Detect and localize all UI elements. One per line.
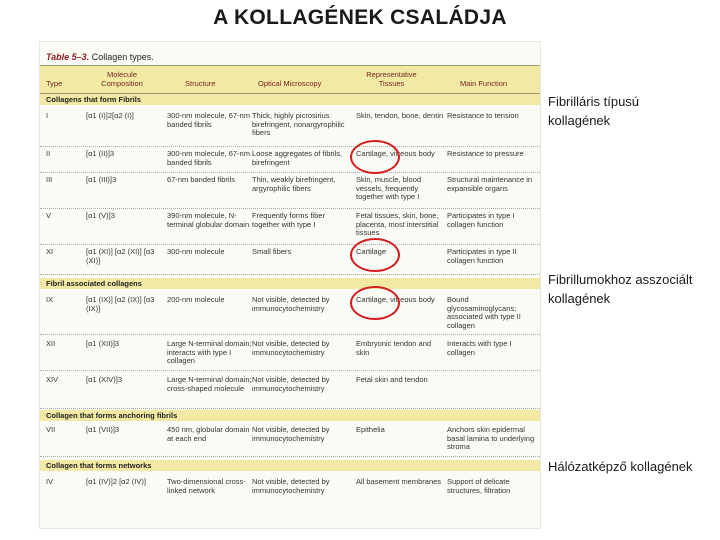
cell-molecule: [α1 (IX)] [α2 (IX)] [α3 (IX)]	[86, 295, 155, 313]
cell-molecule: [α1 (XII)]3	[86, 339, 120, 348]
cell-tissues: Cartilage, vitreous body	[356, 149, 435, 158]
cell-molecule: [α1 (II)]3	[86, 149, 115, 158]
cell-optical: Not visible, detected by immunocytochemistry	[252, 339, 330, 357]
table-row	[40, 172, 540, 209]
col-header-molecule: Molecule Composition	[101, 70, 143, 88]
table-row	[40, 244, 540, 275]
table-caption-label: Table 5–3.	[46, 52, 90, 62]
col-header-tissues: Representative Tissues	[366, 70, 417, 88]
cell-tissues: Skin, tendon, bone, dentin	[356, 111, 444, 120]
cell-function: Bound glycosaminoglycans; associated with type II collagen	[447, 295, 521, 330]
col-header-structure: Structure	[185, 79, 216, 88]
table-row	[40, 422, 540, 457]
table-row	[40, 334, 540, 371]
cell-function: Resistance to pressure	[447, 149, 524, 158]
cell-structure: 450 nm, globular domain at each end	[167, 425, 250, 443]
cell-optical: Not visible, detected by immunocytochemistry	[252, 425, 330, 443]
cell-function: Support of delicate structures, filtration	[447, 477, 511, 495]
cell-function: Participates in type I collagen function	[447, 211, 515, 229]
col-header-function: Main Function	[460, 79, 508, 88]
table-row	[40, 472, 540, 512]
cell-optical: Not visible, detected by immunocytochemistry	[252, 295, 330, 313]
highlight-circle	[350, 238, 400, 272]
cell-type: V	[46, 211, 52, 220]
cell-structure: Large N-terminal domain; cross-shaped molecule	[167, 375, 252, 393]
table-row	[40, 290, 540, 335]
highlight-circle	[350, 140, 400, 174]
cell-optical: Loose aggregates of fibrils, birefringent	[252, 149, 343, 167]
cell-function: Resistance to tension	[447, 111, 519, 120]
section-fibril-forming: Collagens that form Fibrils	[40, 94, 540, 105]
cell-structure: 390-nm molecule, N-terminal globular domain	[167, 211, 250, 229]
cell-optical: Not visible, detected by immunocytochemistry	[252, 477, 330, 495]
cell-type: I	[46, 111, 49, 120]
cell-structure: 67-nm banded fibrils	[167, 175, 235, 184]
cell-tissues: Skin, muscle, blood vessels, frequently together with type I	[356, 175, 422, 202]
cell-function: Interacts with type I collagen	[447, 339, 512, 357]
cell-structure: 300-nm molecule, 67-nm banded fibrils	[167, 111, 250, 129]
collagen-table-scan	[40, 42, 540, 528]
cell-structure: Two-dimensional cross-linked network	[167, 477, 246, 495]
cell-structure: 200-nm molecule	[167, 295, 225, 304]
cell-function: Anchors skin epidermal basal lamina to underlying stroma	[447, 425, 535, 452]
col-header-type: Type	[46, 79, 63, 88]
cell-type: XIV	[46, 375, 59, 384]
cell-type: XI	[46, 247, 54, 256]
cell-optical: Not visible, detected by immunocytochemistry	[252, 375, 330, 393]
cell-tissues: Fetal skin and tendon	[356, 375, 428, 384]
page-title: A KOLLAGÉNEK CSALÁDJA	[213, 6, 507, 29]
cell-molecule: [α1 (VII)]3	[86, 425, 120, 434]
cell-molecule: [α1 (IV)]2 [α2 (IV)]	[86, 477, 146, 486]
cell-type: IX	[46, 295, 54, 304]
table-row	[40, 370, 540, 409]
section-fibril-associated: Fibril associated collagens	[40, 278, 540, 289]
cell-type: II	[46, 149, 51, 158]
cell-type: III	[46, 175, 53, 184]
cell-tissues: Epithelia	[356, 425, 385, 434]
cell-optical: Thin, weakly birefringent, argyrophilic fibers	[252, 175, 336, 193]
cell-optical: Frequently forms fiber together with type I	[252, 211, 325, 229]
cell-optical: Small fibers	[252, 247, 292, 256]
cell-molecule: [α1 (XIV)]3	[86, 375, 123, 384]
highlight-circle	[350, 286, 400, 320]
table-row	[40, 146, 540, 173]
cell-molecule: [α1 (I)]2[α2 (I)]	[86, 111, 134, 120]
cell-tissues: Fetal tissues, skin, bone, placenta, most interstitial tissues	[356, 211, 439, 238]
cell-structure: Large N-terminal domain; interacts with type I collagen	[167, 339, 252, 366]
cell-type: VII	[46, 425, 56, 434]
col-header-optical: Optical Microscopy	[258, 79, 322, 88]
cell-type: XII	[46, 339, 56, 348]
section-anchoring-fibrils: Collagen that forms anchoring fibrils	[40, 410, 540, 421]
cell-type: IV	[46, 477, 54, 486]
annotation-network-forming: Hálózatképző kollagének	[548, 459, 693, 474]
cell-tissues: All basement membranes	[356, 477, 442, 486]
cell-structure: 300-nm molecule, 67-nm banded fibrils	[167, 149, 250, 167]
cell-molecule: [α1 (III)]3	[86, 175, 117, 184]
annotation-fibril-associated: Fibrillumokhoz asszociált kollagének	[548, 272, 693, 306]
annotation-fibrillar: Fibrilláris típusú kollagének	[548, 94, 640, 128]
table-caption-text: Collagen types.	[91, 52, 154, 62]
cell-function: Participates in type II collagen function	[447, 247, 517, 265]
cell-function: Structural maintenance in expansible organs	[447, 175, 533, 193]
table-row	[40, 208, 540, 245]
table-header-row	[40, 65, 540, 94]
cell-tissues: Cartilage	[356, 247, 387, 256]
table-caption	[46, 52, 154, 62]
cell-tissues: Embryonic tendon and skin	[356, 339, 432, 357]
table-row	[40, 106, 540, 147]
cell-structure: 300-nm molecule	[167, 247, 225, 256]
section-networks: Collagen that forms networks	[40, 460, 540, 471]
cell-molecule: [α1 (V)]3	[86, 211, 115, 220]
cell-tissues: Cartilage, vitreous body	[356, 295, 435, 304]
cell-molecule: [α1 (XI)] [α2 (XI)] [α3 (XI)]	[86, 247, 155, 265]
cell-optical: Thick, highly picrosirius birefringent, nonargyrophilic fibers	[252, 111, 345, 138]
